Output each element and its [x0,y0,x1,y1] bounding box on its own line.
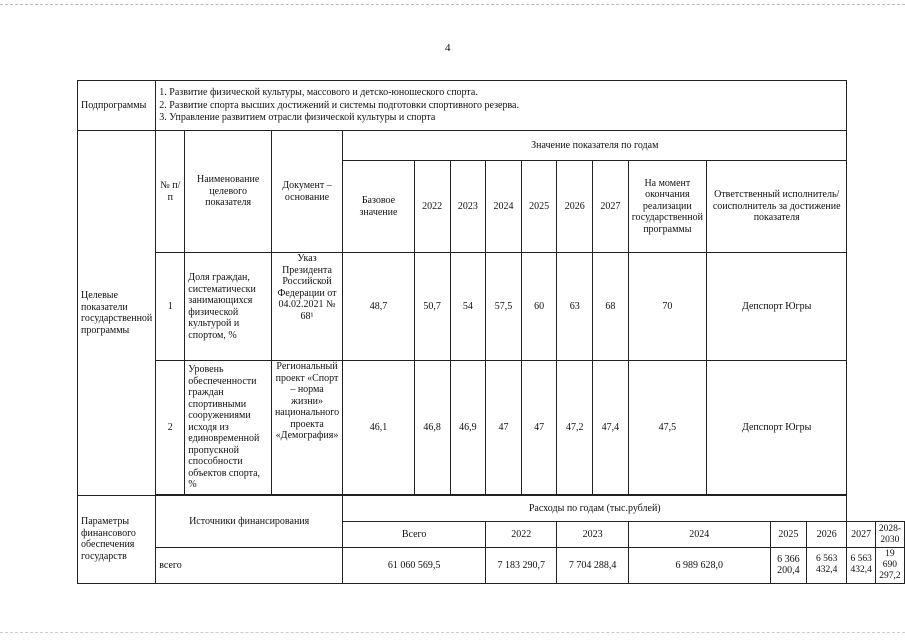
indicator-document: Региональный проект «Спорт – норма жизни» национального проекта «Демография» [271,361,342,495]
finance-value: 19 690 297,2 [875,548,904,584]
subprogram-item: 1. Развитие физической культуры, массового и детско-юношеского спорта. [159,87,478,99]
finance-value: 6 563 432,4 [847,548,875,584]
finance-col-header: 2024 [628,522,770,548]
header-num: № п/п [156,131,185,253]
indicator-value: 47 [486,361,522,495]
finance-col-header: 2025 [770,522,806,548]
finance-value: 6 563 432,4 [806,548,847,584]
header-year: 2022 [414,161,450,253]
indicator-row [78,361,905,495]
header-year: 2023 [450,161,486,253]
finance-col-header: Всего [343,522,486,548]
indicator-value: 54 [450,253,486,361]
indicator-end: 47,5 [628,361,706,495]
indicator-responsible: Депспорт Югры [706,253,846,361]
header-base-value: Базовое значение [343,161,415,253]
finance-value: 6 366 200,4 [770,548,806,584]
finance-col-header: 2023 [557,522,628,548]
indicator-document: Указ Президента Российской Федерации от 04.02.2021 № 68¹ [271,253,342,361]
header-end-value: На момент окончания реализации государственной программы [628,161,706,253]
indicator-row [78,253,905,361]
indicator-end: 70 [628,253,706,361]
document-table-wrapper [77,80,905,584]
finance-sources-label: Источники финансирования [156,496,343,548]
indicator-value: 50,7 [414,253,450,361]
indicator-value: 68 [593,253,629,361]
finance-value: 7 704 288,4 [557,548,628,584]
bottom-dashed-line [0,632,905,633]
indicator-value: 47 [521,361,557,495]
indicator-value: 47,4 [593,361,629,495]
indicator-base: 48,7 [343,253,415,361]
subprogram-item: 3. Управление развитием отрасли физической культуры и спорта [159,112,436,124]
header-year: 2024 [486,161,522,253]
subprograms-list [156,81,847,131]
indicator-num: 2 [156,361,185,495]
header-year: 2026 [557,161,593,253]
finance-section-label: Параметры финансового обеспечения государств [78,496,156,584]
indicator-name: Доля граждан, систематически занимающихся физической культурой и спортом, % [185,253,272,361]
finance-col-header: 2028-2030 [875,522,904,548]
indicator-num: 1 [156,253,185,361]
indicator-value: 63 [557,253,593,361]
indicator-name: Уровень обеспеченности граждан спортивными сооружениями исходя из единовременной пропускной способности объектов спорта, % [185,361,272,495]
finance-value: 7 183 290,7 [486,548,557,584]
values-by-year-header: Значение показателя по годам [343,131,847,161]
header-responsible: Ответственный исполнитель/соисполнитель за достижение показателя [706,161,846,253]
finance-col-header: 2026 [806,522,847,548]
indicator-responsible: Депспорт Югры [706,361,846,495]
programme-passport-table [77,80,905,584]
header-document: Документ – основание [271,131,342,253]
header-indicator-name: Наименование целевого показателя [185,131,272,253]
header-year: 2027 [593,161,629,253]
finance-row [78,548,905,584]
page-number: 4 [445,42,451,54]
indicator-value: 46,9 [450,361,486,495]
indicator-value: 60 [521,253,557,361]
indicators-section-label: Целевые показатели государственной программы [78,131,156,496]
finance-row-label: всего [156,548,343,584]
finance-expenses-header: Расходы по годам (тыс.рублей) [343,496,847,522]
indicator-base: 46,1 [343,361,415,495]
top-dashed-line [0,4,905,5]
indicator-value: 47,2 [557,361,593,495]
subprogram-item: 2. Развитие спорта высших достижений и системы подготовки спортивного резерва. [159,99,519,111]
finance-col-header: 2027 [847,522,875,548]
subprograms-label: Подпрограммы [78,81,156,131]
header-year: 2025 [521,161,557,253]
indicator-value: 46,8 [414,361,450,495]
finance-value: 6 989 628,0 [628,548,770,584]
indicator-value: 57,5 [486,253,522,361]
finance-col-header: 2022 [486,522,557,548]
finance-value: 61 060 569,5 [343,548,486,584]
